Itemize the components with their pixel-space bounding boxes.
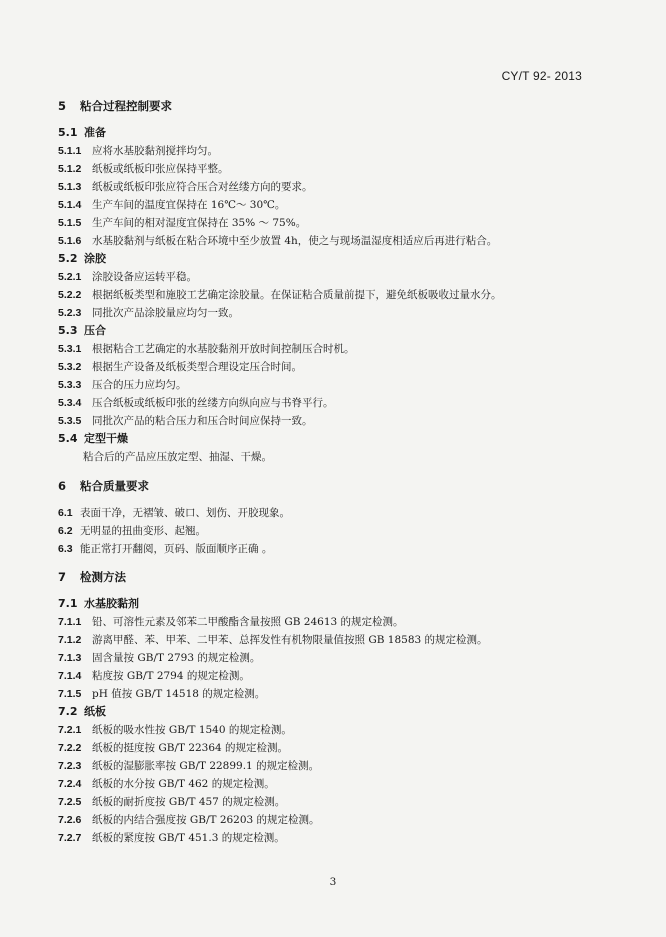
clause: 7.1.5 pH 值按 GB/T 14518 的规定检测。	[58, 688, 266, 700]
clause: 7.2.1 纸板的吸水性按 GB/T 1540 的规定检测。	[58, 724, 292, 736]
clause: 7.1.1 铅、可溶性元素及邻苯二甲酸酯含量按照 GB 24613 的规定检测。	[58, 616, 404, 628]
clause: 7.2.2 纸板的挺度按 GB/T 22364 的规定检测。	[58, 742, 289, 754]
page-number: 3	[329, 876, 337, 888]
clause: 7.2.5 纸板的耐折度按 GB/T 457 的规定检测。	[58, 796, 286, 808]
clause: 5.3.1 根据粘合工艺确定的水基胶黏剂开放时间控制压合时机。	[58, 343, 355, 355]
clause: 5.1.6 水基胶黏剂与纸板在粘合环境中至少放置 4h，使之与现场温湿度相适应后再进行粘合。	[58, 235, 498, 247]
clause: 5.2.3 同批次产品涂胶量应均匀一致。	[58, 307, 239, 319]
clause: 7.2.7 纸板的紧度按 GB/T 451.3 的规定检测。	[58, 832, 285, 844]
clause: 5.3.5 同批次产品的粘合压力和压合时间应保持一致。	[58, 415, 313, 427]
clause: 5.3.4 压合纸板或纸板印张的丝缕方向纵向应与书脊平行。	[58, 397, 334, 409]
clause: 5.1.1 应将水基胶黏剂搅拌均匀。	[58, 145, 218, 157]
clause: 7.1.2 游离甲醛、苯、甲苯、二甲苯、总挥发性有机物限量值按照 GB 18583 的规定检测。	[58, 634, 488, 646]
clause: 5.1.5 生产车间的相对湿度宜保持在 35% ～ 75%。	[58, 217, 307, 229]
clause: 7.1.3 固含量按 GB/T 2793 的规定检测。	[58, 652, 261, 664]
subsection-heading: 7.1 水基胶黏剂	[58, 597, 139, 610]
section-heading: 7 检测方法	[58, 570, 126, 584]
subsection-heading: 5.4 定型干燥	[58, 432, 128, 445]
clause: 6.2 无明显的扭曲变形、起翘。	[58, 525, 206, 537]
clause: 5.2.1 涂胶设备应运转平稳。	[58, 271, 197, 283]
clause: 7.2.3 纸板的湿膨胀率按 GB/T 22899.1 的规定检测。	[58, 760, 320, 772]
clause: 7.1.4 粘度按 GB/T 2794 的规定检测。	[58, 670, 250, 682]
clause: 5.2.2 根据纸板类型和施胶工艺确定涂胶量。在保证粘合质量前提下，避免纸板吸收过量水分。	[58, 289, 502, 301]
clause: 6.3 能正常打开翻阅，页码、版面顺序正确 。	[58, 543, 273, 555]
paragraph: 粘合后的产品应压放定型、抽湿、干燥。	[83, 451, 272, 463]
section-heading: 6 粘合质量要求	[58, 479, 149, 493]
section-heading: 5 粘合过程控制要求	[58, 99, 172, 113]
clause: 5.3.2 根据生产设备及纸板类型合理设定压合时间。	[58, 361, 302, 373]
clause: 6.1 表面干净，无褶皱、破口、划伤、开胶现象。	[58, 507, 290, 519]
subsection-heading: 5.1 准备	[58, 126, 106, 139]
clause: 5.1.4 生产车间的温度宜保持在 16℃～ 30℃。	[58, 199, 286, 211]
clause: 7.2.4 纸板的水分按 GB/T 462 的规定检测。	[58, 778, 275, 790]
clause: 5.1.3 纸板或纸板印张应符合压合对丝缕方向的要求。	[58, 181, 313, 193]
subsection-heading: 5.2 涂胶	[58, 252, 106, 265]
document-body	[58, 97, 618, 847]
clause: 7.2.6 纸板的内结合强度按 GB/T 26203 的规定检测。	[58, 814, 320, 826]
clause: 5.3.3 压合的压力应均匀。	[58, 379, 187, 391]
standard-code: CY/T 92- 2013	[501, 69, 582, 83]
clause: 5.1.2 纸板或纸板印张应保持平整。	[58, 163, 229, 175]
subsection-heading: 5.3 压合	[58, 324, 106, 337]
subsection-heading: 7.2 纸板	[58, 705, 106, 718]
